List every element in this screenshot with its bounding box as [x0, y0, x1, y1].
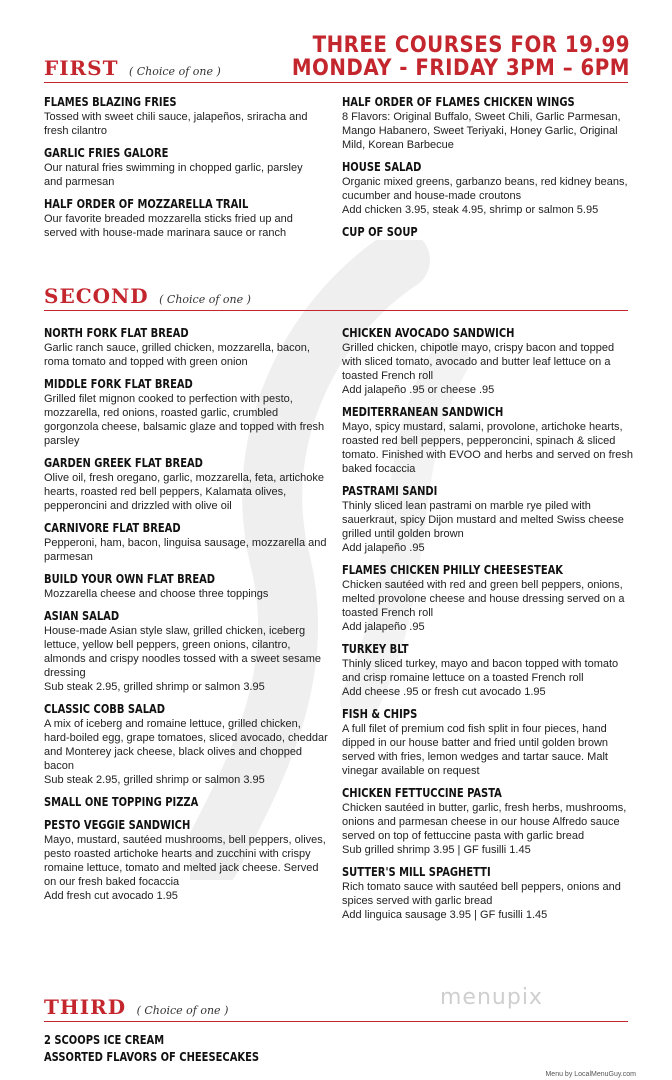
section-first-title: FIRST [44, 56, 119, 80]
menu-item [44, 795, 329, 810]
menu-item-description: Grilled chicken, chipotle mayo, crispy bacon and topped with sliced tomato, avocado and butter leaf lettuce on a toasted French roll [342, 342, 615, 382]
menu-item [44, 572, 329, 601]
menu-item-description: Chicken sautéed with red and green bell peppers, onions, melted provolone cheese and house dressing served on a toasted French roll [342, 579, 625, 619]
menu-item [44, 1033, 344, 1048]
menupix-logo: menupix [440, 985, 543, 1010]
menu-item [342, 786, 634, 857]
menu-item-description: Rich tomato sauce with sautéed bell peppers, onions and spices served with garlic bread [342, 881, 621, 907]
menu-item-addon: Add cheese .95 or fresh cut avocado 1.95 [342, 686, 546, 698]
menu-item [44, 377, 329, 448]
menu-item-name: MIDDLE FORK FLAT BREAD [44, 377, 193, 391]
menu-item-description: Chicken sautéed in butter, garlic, fresh herbs, mushrooms, onions and parmesan cheese in our house Alfredo sauce served on top of fettuccine pasta with garlic bread [342, 802, 627, 842]
menu-item-addon: Add linguica sausage 3.95 | GF fusilli 1.45 [342, 909, 548, 921]
menu-item-name: MEDITERRANEAN SANDWICH [342, 405, 504, 419]
menu-item-name: CHICKEN AVOCADO SANDWICH [342, 326, 515, 340]
menu-item-addon: Sub grilled shrimp 3.95 | GF fusilli 1.45 [342, 844, 531, 856]
menu-item-name: HOUSE SALAD [342, 160, 422, 174]
menu-item [342, 225, 632, 240]
menu-item [342, 563, 634, 634]
menu-item-name: SUTTER'S MILL SPAGHETTI [342, 865, 491, 879]
menu-item [44, 146, 324, 189]
menu-item-addon: Add jalapeño .95 or cheese .95 [342, 384, 495, 396]
section-first-header [44, 56, 628, 83]
menu-item [44, 95, 324, 138]
menu-item-addon: Add chicken 3.95, steak 4.95, shrimp or salmon 5.95 [342, 204, 599, 216]
menu-item [44, 1050, 344, 1065]
menu-item [44, 609, 329, 694]
section-third-note: ( Choice of one ) [136, 1004, 229, 1017]
menu-item-name: GARLIC FRIES GALORE [44, 146, 169, 160]
menu-item-description: Pepperoni, ham, bacon, linguisa sausage, mozzarella and parmesan [44, 537, 327, 563]
menu-item-description: A mix of iceberg and romaine lettuce, grilled chicken, hard-boiled egg, grape tomatoes, sliced avocado, cheddar and Monterey jack cheese, black olives and chopped bacon [44, 718, 328, 772]
menu-item [342, 160, 632, 217]
section-third-header [44, 995, 628, 1022]
menu-item-description: Olive oil, fresh oregano, garlic, mozzarella, feta, artichoke hearts, roasted red bell peppers, Kalamata olives, pepperoncini and drizzled with olive oil [44, 472, 325, 512]
menu-item [44, 456, 329, 513]
menu-item [342, 642, 634, 699]
menu-item-description: Our favorite breaded mozzarella sticks fried up and served with house-made marinara sauce or ranch [44, 213, 293, 239]
menu-item-addon: Sub steak 2.95, grilled shrimp or salmon 3.95 [44, 681, 265, 693]
menu-item-description: Thinly sliced turkey, mayo and bacon topped with tomato and crisp romaine lettuce on a toasted French roll [342, 658, 619, 684]
menu-item [342, 95, 632, 152]
menu-item-name: FLAMES CHICKEN PHILLY CHEESESTEAK [342, 563, 564, 577]
menu-item-name: HALF ORDER OF FLAMES CHICKEN WINGS [342, 95, 575, 109]
menu-item-name: 2 SCOOPS ICE CREAM [44, 1033, 165, 1047]
menu-item-name: SMALL ONE TOPPING PIZZA [44, 795, 199, 809]
first-left-column [44, 95, 324, 248]
credit-text: Menu by LocalMenuGuy.com [545, 1071, 636, 1078]
menu-item-description: House-made Asian style slaw, grilled chicken, iceberg lettuce, yellow bell peppers, green onions, cilantro, almonds and crispy noodles tossed with a sweet sesame dressing [44, 625, 321, 679]
menu-item-description: Mayo, mustard, sautéed mushrooms, bell peppers, olives, pesto roasted artichoke hearts and zucchini with crispy romaine lettuce, tomato and melted jack cheese. Served on our fresh baked focaccia [44, 834, 326, 888]
menu-item [44, 521, 329, 564]
menu-item-name: CUP OF SOUP [342, 225, 418, 239]
menu-item [342, 405, 634, 476]
menu-item-name: GARDEN GREEK FLAT BREAD [44, 456, 203, 470]
menu-item [342, 326, 634, 397]
menu-item [44, 818, 329, 903]
menu-item-description: Mozzarella cheese and choose three toppings [44, 588, 269, 600]
second-right-column [342, 326, 634, 930]
first-right-column [342, 95, 632, 248]
third-items [44, 1033, 344, 1067]
menu-item-name: ASSORTED FLAVORS OF CHEESECAKES [44, 1050, 260, 1064]
menu-item [44, 326, 329, 369]
menu-item-name: BUILD YOUR OWN FLAT BREAD [44, 572, 216, 586]
menu-item-addon: Add jalapeño .95 [342, 542, 425, 554]
section-second-note: ( Choice of one ) [159, 293, 251, 306]
menu-item-name: TURKEY BLT [342, 642, 409, 656]
menu-item-name: NORTH FORK FLAT BREAD [44, 326, 189, 340]
menu-item-name: PASTRAMI SANDI [342, 484, 438, 498]
menu-item-addon: Add jalapeño .95 [342, 621, 425, 633]
menu-item [44, 702, 329, 787]
menu-item-name: ASIAN SALAD [44, 609, 120, 623]
promo-line-1: THREE COURSES FOR 19.99 [312, 33, 630, 58]
menu-item-description: Our natural fries swimming in chopped garlic, parsley and parmesan [44, 162, 303, 188]
section-second-header [44, 284, 628, 311]
second-left-column [44, 326, 329, 911]
menu-item-name: CHICKEN FETTUCCINE PASTA [342, 786, 502, 800]
menu-item-addon: Add fresh cut avocado 1.95 [44, 890, 178, 902]
menu-item-name: CARNIVORE FLAT BREAD [44, 521, 181, 535]
menu-item [342, 484, 634, 555]
menu-item-description: A full filet of premium cod fish split in four pieces, hand dipped in our house batter and fried until golden brown served with fries, lemon wedges and tartar sauce. Malt vinegar available on request [342, 723, 609, 777]
section-third-title: THIRD [44, 995, 127, 1019]
menu-item-name: FISH & CHIPS [342, 707, 418, 721]
menu-item [342, 865, 634, 922]
menu-item-description: Mayo, spicy mustard, salami, provolone, artichoke hearts, roasted red bell peppers, pepperoncini, spinach & sliced tomato. Finished with EVOO and herbs and served on fresh baked focaccia [342, 421, 634, 475]
section-first-note: ( Choice of one ) [128, 65, 221, 78]
menu-item-name: FLAMES BLAZING FRIES [44, 95, 177, 109]
section-second-title: SECOND [44, 284, 149, 308]
menu-item-name: PESTO VEGGIE SANDWICH [44, 818, 191, 832]
menu-item-description: Garlic ranch sauce, grilled chicken, mozzarella, bacon, roma tomato and topped with green onion [44, 342, 310, 368]
menu-item-addon: Sub steak 2.95, grilled shrimp or salmon 3.95 [44, 774, 265, 786]
menu-item-description: Organic mixed greens, garbanzo beans, red kidney beans, cucumber and house-made croutons [342, 176, 628, 202]
menu-item-description: Tossed with sweet chili sauce, jalapeños, sriracha and fresh cilantro [44, 111, 308, 137]
menu-item [342, 707, 634, 778]
menu-item-description: Grilled filet mignon cooked to perfection with pesto, mozzarella, red onions, roasted garlic, crumbled gorgonzola cheese, balsamic glaze and topped with fresh parsley [44, 393, 325, 447]
promo-line-2: MONDAY - FRIDAY 3PM – 6PM [291, 56, 630, 81]
menu-item [44, 197, 324, 240]
menu-item-description: 8 Flavors: Original Buffalo, Sweet Chili, Garlic Parmesan, Mango Habanero, Sweet Teriyaki, Honey Garlic, Original Mild, Korean Barbecue [342, 111, 621, 151]
menu-item-description: Thinly sliced lean pastrami on marble rye piled with sauerkraut, spicy Dijon mustard and melted Swiss cheese grilled until golden brown [342, 500, 624, 540]
menu-item-name: HALF ORDER OF MOZZARELLA TRAIL [44, 197, 249, 211]
menu-item-name: CLASSIC COBB SALAD [44, 702, 165, 716]
